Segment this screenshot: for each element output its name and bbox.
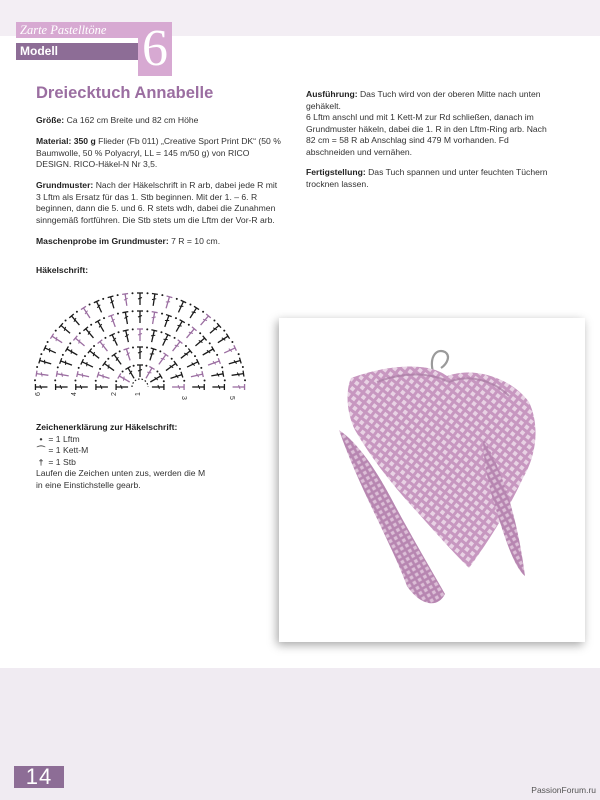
stitch-symbol [223,345,236,355]
stitch-symbol [211,371,224,379]
chain-dot [47,341,49,343]
pattern-label: Grundmuster: [36,180,94,190]
stitch-symbol [56,384,68,390]
chain-dot [213,320,215,322]
stitch-symbol [77,371,90,380]
chain-dot [54,379,56,381]
stitch-symbol [233,384,245,390]
chain-dot [224,379,226,381]
chain-symbol: • [39,433,43,444]
chain-dot [118,331,120,333]
stitch-symbol [194,336,207,348]
stitch-symbol [192,384,204,390]
stitch-symbol [98,340,110,353]
chain-dot [146,328,148,330]
legend-note: Laufen die Zeichen unten zus, werden die M in eine Einstichstelle gearb. [36,468,206,490]
shawl-illustration [279,318,585,642]
chain-dot [133,365,135,367]
stitch-symbol [96,384,108,390]
stitch-symbol [212,384,224,390]
stitch-symbol [125,366,136,379]
chain-dot [194,355,196,357]
chain-dot [221,366,223,368]
chain-dot [161,313,163,315]
stitch-symbol [108,296,117,309]
chain-dot [103,317,105,319]
stitch-symbol [137,347,143,359]
stitch-symbol [143,366,154,379]
stitch-symbol [201,346,214,357]
stitch-symbol [170,340,182,353]
execution-paragraph [306,89,556,112]
chain-dot [204,380,206,382]
chain-dot [36,366,38,368]
material-text: Flieder (Fb 011) „Creative Sport Print DK“ (50 % Baumwolle, 50 % Polyacryl, LL = 145 m/50 g) von RICO DESIGN. RICO-Häkel-N Nr 3,5. [36,136,281,169]
stitch-symbol [76,384,88,390]
chain-dot [104,337,106,339]
chain-dot [78,367,80,369]
gauge-text: 7 R = 10 cm. [171,236,221,246]
gauge-label: Maschenprobe im Grundmuster: [36,236,169,246]
stitch-symbol [207,358,220,368]
shawl-photo [279,318,585,642]
stitch-symbol [60,358,73,368]
crochet-diagram [34,275,246,403]
stitch-symbol [137,365,143,377]
stitch-symbol [122,312,130,325]
chain-dot [161,294,163,296]
chain-dot [90,324,92,326]
watermark: PassionForum.ru [531,785,596,795]
chain-dot [163,380,165,382]
stitch-symbol [164,361,177,373]
stitch-symbol [124,348,133,361]
row-number: 2 [111,392,118,396]
stitch-symbol [123,330,132,343]
chain-dot [74,380,76,382]
stitch-symbol [137,329,143,341]
chain-dot [216,354,218,356]
chain-dot [102,298,104,300]
stitch-symbol [188,306,200,319]
stitch-symbol [73,336,86,348]
stitch-symbol [156,353,168,366]
row-number: 5 [228,396,235,400]
chain-dot [119,350,121,352]
legend-item-text: = 1 Kett-M [48,445,89,455]
size-paragraph [36,115,281,127]
execution-label: Ausführung: [306,89,358,99]
stitch-symbol [108,315,118,328]
stitch-symbol [137,293,143,305]
stitch-symbol [112,353,124,366]
execution-text: Das Tuch wird von der oberen Mitte nach unten gehäkelt. [306,89,541,111]
stitch-symbol [94,300,104,313]
chain-dot [40,353,42,355]
chain-dot [156,370,158,372]
chain-dot [189,303,191,305]
stitch-symbol [44,345,57,355]
footer-band [0,668,600,800]
stitch-symbol [149,373,162,384]
stitch-symbol [36,371,49,379]
chain-dot [175,317,177,319]
chain-dot [223,330,225,332]
pattern-text: Nach der Häkelschrift in R arb, dabei jede R mit 3 Lftm als Ersatz für das 1. Stb beginnen. Mit der 1. – 6. R beginnen, dann die 5. und 6. R stets wdh, dabei die Zunahmen sinngemäß fortführen. Die Stb stets um die Lftm der Vor-R arb. [36,180,278,225]
chain-dot [145,365,147,367]
stitch-symbol [81,306,93,319]
row-number: 6 [35,392,42,396]
stitch-symbol [150,294,158,307]
stitch-symbol [39,358,52,367]
stitch-symbol [174,320,185,333]
pattern-paragraph [36,180,281,226]
size-text: Ca 162 cm Breite und 82 cm Höhe [66,115,199,125]
page-number: 14 [25,764,53,789]
chain-dot [242,366,244,368]
chain-dot [69,342,71,344]
chapter-tab [0,18,172,77]
stitch-symbol [160,333,171,346]
page-title: Dreiecktuch Annabelle [36,84,214,102]
gauge-paragraph [36,236,281,248]
legend-title [36,422,211,434]
chain-dot [95,380,97,382]
stitch-symbol [152,384,164,390]
chain-dot [107,358,109,360]
stitch-symbol [103,361,116,373]
stitch-symbol [176,300,186,313]
stitch-symbol [216,334,229,346]
stitch-symbol [56,371,69,379]
chain-dot [132,346,134,348]
chain-dot [179,368,181,370]
stitch-symbol [170,372,183,381]
chain-dot [231,341,233,343]
stitch-symbol [147,348,156,361]
finishing-paragraph [306,167,556,190]
chain-dot [122,370,124,372]
chain-dot [185,345,187,347]
chain-dot [99,368,101,370]
chain-dot [209,342,211,344]
chain-dot [117,313,119,315]
double-crochet-symbol: † [38,456,44,467]
stitch-symbol [59,323,72,335]
stitch-symbol [208,323,221,335]
chain-dot [57,366,59,368]
chain-dot [131,292,133,294]
diagram-marks [34,292,246,390]
starting-ring [132,379,148,387]
stitch-symbol [198,314,210,327]
stitch-symbol [95,320,106,333]
material-paragraph [36,136,281,171]
execution-paragraph-2: 6 Lftm anschl und mit 1 Kett-M zur Rd schließen, danach im Grundmuster häkeln, dabei die 1. R in den Lftm-Ring arb. Nach 82 cm = 58 R ab Anschlag sind 479 M vorhanden. Fd abschneiden und vernähen. [306,112,547,157]
finishing-text: Das Tuch spannen und unter feuchten Tüchern trocknen lassen. [306,167,548,189]
chain-dot [183,380,185,382]
chain-dot [188,324,190,326]
model-number: 6 [142,20,168,77]
stitch-symbol [50,334,63,346]
chain-dot [55,330,57,332]
chart-label-text: Häkelschrift: [36,265,89,275]
chain-dot [202,311,204,313]
chain-dot [200,367,202,369]
material-label: Material: 350 g [36,136,96,146]
stitch-symbol [116,384,128,390]
chain-dot [171,358,173,360]
chain-dot [146,310,148,312]
finishing-label: Fertigstellung: [306,167,366,177]
stitch-symbol [228,358,241,367]
legend-title-text: Zeichenerklärung zur Häkelschrift: [36,422,178,432]
chain-dot [146,346,148,348]
stitch-symbol [88,348,101,360]
chain-dot [62,354,64,356]
series-label: Zarte Pastelltöne [16,22,138,38]
stitch-symbol [137,311,143,323]
size-label: Größe: [36,115,65,125]
stitch-symbol [150,312,158,325]
stitch-symbol [83,327,95,340]
chain-dot [65,320,67,322]
chain-dot [238,353,240,355]
stitch-symbol [179,348,192,360]
stitch-symbol [163,296,172,309]
chain-dot [93,345,95,347]
legend-item-double-crochet [36,457,211,469]
chain-dot [159,350,161,352]
legend-item-text: = 1 Lftm [48,433,80,444]
legend-item-chain [36,434,211,446]
stitch-symbol [149,330,158,343]
stitch-symbol [109,333,120,346]
stitch-symbol [81,359,94,370]
stitch-symbol [69,314,81,327]
row-number: 1 [135,392,142,396]
slip-stitch-symbol: ⌒ [36,445,46,455]
stitch-symbol [231,371,244,379]
stitch-symbol [118,373,131,384]
chain-dot [132,328,134,330]
chain-dot [34,379,36,381]
section-label: Modell [16,43,142,60]
stitch-symbol [97,372,110,381]
chain-dot [84,355,86,357]
row-number: 3 [180,396,187,400]
chain-dot [115,380,117,382]
chain-dot [199,332,201,334]
chain-dot [147,292,149,294]
chain-dot [89,303,91,305]
stitch-symbol [35,384,47,390]
chain-dot [244,379,246,381]
chain-dot [76,311,78,313]
legend [36,422,211,491]
chain-dot [79,332,81,334]
diagram-row-numbers [35,392,235,400]
legend-item-text: = 1 Stb [48,456,76,467]
chain-dot [174,337,176,339]
stitch-symbol [122,294,130,307]
legend-item-slip-stitch [36,445,211,457]
row-number: 4 [71,392,78,396]
stitch-symbol [65,346,78,357]
stitch-symbol [172,384,184,390]
stitch-symbol [162,315,172,328]
stitch-symbol [184,327,196,340]
chain-dot [132,310,134,312]
chain-dot [176,298,178,300]
chain-dot [160,331,162,333]
stitch-symbol [186,359,199,370]
stitch-symbol [190,371,203,380]
chain-dot [117,294,119,296]
